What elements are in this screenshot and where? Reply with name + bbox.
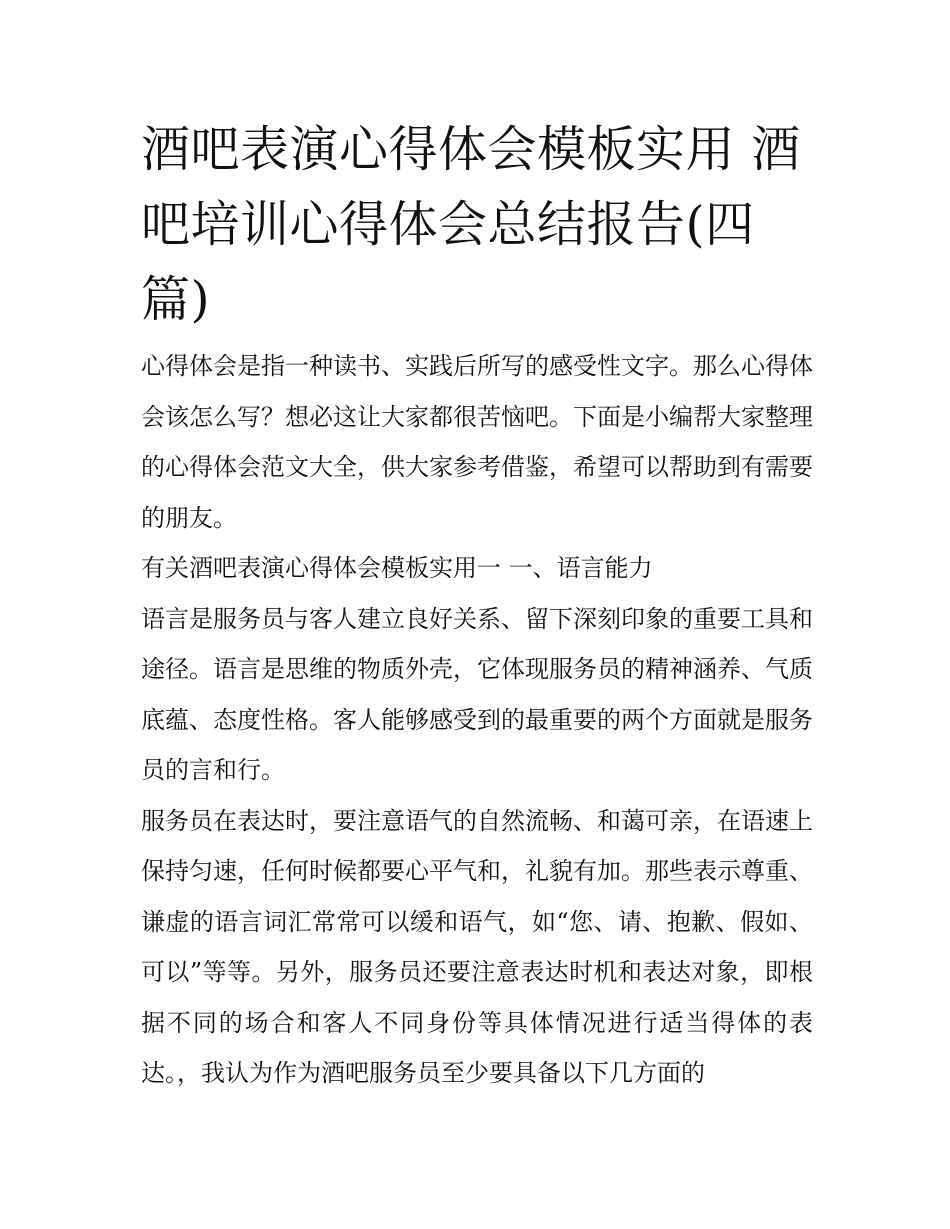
paragraph-language: 语言是服务员与客人建立良好关系、留下深刻印象的重要工具和途径。语言是思维的物质外壳，它体现服务员的精神涵养、气质底蕴、态度性格。客人能够感受到的最重要的两个方面就是服务员的言和行。 — [141, 604, 813, 784]
document-page — [141, 112, 813, 1099]
paragraph-intro: 心得体会是指一种读书、实践后所写的感受性文字。那么心得体会该怎么写？想必这让大家都很苦恼吧。下面是小编帮大家整理的心得体会范文大全，供大家参考借鉴，希望可以帮助到有需要的朋友。 — [141, 352, 813, 532]
document-title: 酒吧表演心得体会模板实用 酒吧培训心得体会总结报告(四篇) — [141, 121, 801, 328]
section-heading: 有关酒吧表演心得体会模板实用一 一、语言能力 — [141, 554, 653, 582]
paragraph-expression: 服务员在表达时，要注意语气的自然流畅、和蔼可亲，在语速上保持匀速，任何时候都要心平气和，礼貌有加。那些表示尊重、谦虚的语言词汇常常可以缓和语气，如“您、请、抱歉、假如、可以”等等。另外，服务员还要注意表达时机和表达对象，即根据不同的场合和客人不同身份等具体情况进行适当得体的表达。，我认为作为酒吧服务员至少要具备以下几方面的 — [141, 806, 813, 1087]
